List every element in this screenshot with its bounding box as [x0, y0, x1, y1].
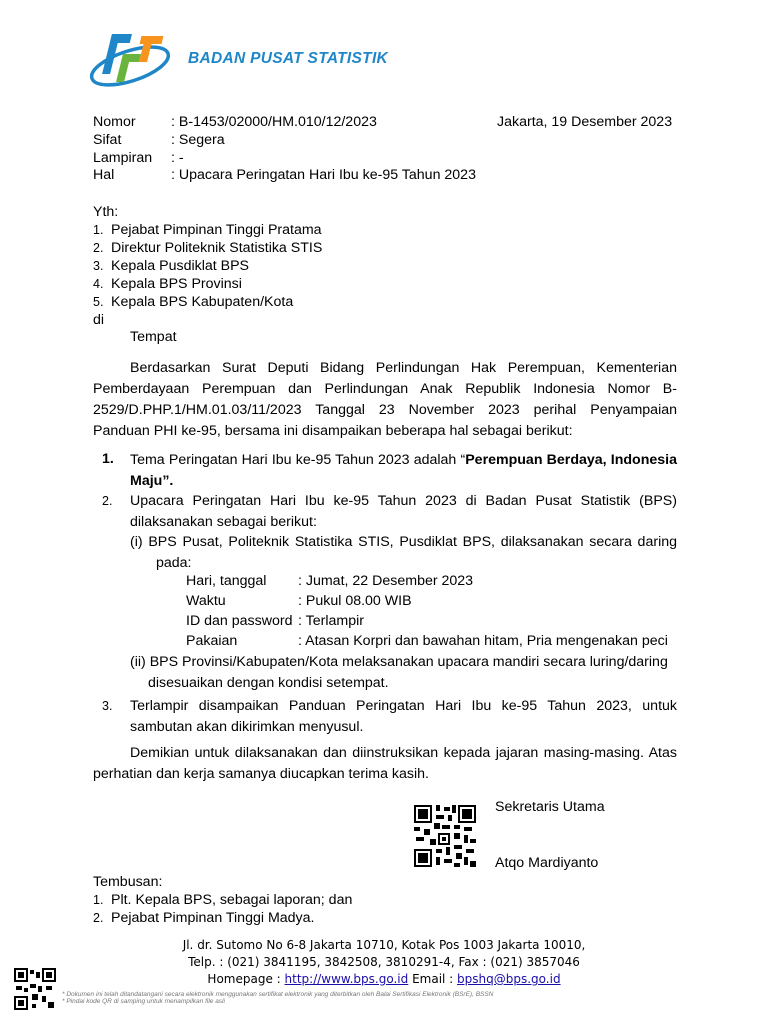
- nomor-label: Nomor: [93, 114, 136, 130]
- bps-logo: [88, 26, 178, 96]
- footer-note-esign: * Dokumen ini telah ditandatangani secara elektronik menggunakan sertifikat elektronik yang diterbitkan oleh Balai Sertifikasi Elektronik (BSrE), BSSN: [62, 991, 494, 998]
- footer-address: Jl. dr. Sutomo No 6-8 Jakarta 10710, Kotak Pos 1003 Jakarta 10010,: [182, 938, 586, 952]
- meta-hal: [93, 167, 476, 183]
- item1-number: 1.: [102, 451, 114, 467]
- qr-code-icon: [412, 803, 478, 869]
- verification-qr-code: [14, 968, 56, 1014]
- signature-title: Sekretaris Utama: [495, 799, 605, 815]
- sub-item-ii: (ii) BPS Provinsi/Kabupaten/Kota melaksanakan upacara mandiri secara luring/daring disesuaikan dengan kondisi setempat.: [130, 654, 668, 691]
- signature-name: Atqo Mardiyanto: [495, 855, 599, 871]
- detail-row: ID dan password : Terlampir: [186, 613, 364, 629]
- lampiran-value: : -: [171, 150, 184, 166]
- list-item: 4. Kepala BPS Provinsi: [93, 276, 242, 292]
- item2-number: 2.: [102, 494, 113, 508]
- meta-nomor: [93, 114, 377, 130]
- item1-text: Tema Peringatan Hari Ibu ke-95 Tahun 2023 adalah “Perempuan Berdaya, Indonesia Maju”.: [130, 452, 677, 489]
- list-item: 2. Pejabat Pimpinan Tinggi Madya.: [93, 910, 315, 926]
- sifat-label: Sifat: [93, 132, 122, 148]
- tembusan-label: Tembusan:: [93, 874, 163, 890]
- homepage-link[interactable]: http://www.bps.go.id: [284, 972, 409, 986]
- footer-note-qr: * Pindai kode QR di samping untuk menampilkan file asli: [62, 998, 225, 1005]
- qr-code-icon: [14, 968, 56, 1010]
- meta-lampiran: [93, 150, 184, 166]
- detail-row: Pakaian : Atasan Korpri dan bawahan hitam, Pria mengenakan peci: [186, 633, 668, 649]
- sifat-value: : Segera: [171, 132, 225, 148]
- signature-qr-code: [412, 803, 478, 873]
- tempat-label: Tempat: [130, 329, 177, 345]
- tembusan-list: [93, 892, 352, 928]
- org-name: BADAN PUSAT STATISTIK: [188, 50, 389, 67]
- footer-contacts: Homepage : http://www.bps.go.id Email : bpshq@bps.go.id: [207, 972, 561, 986]
- detail-row: Hari, tanggal : Jumat, 22 Desember 2023: [186, 573, 474, 589]
- email-link[interactable]: bpshq@bps.go.id: [457, 972, 561, 986]
- theme-bold: Perempuan Berdaya, Indonesia Maju”.: [130, 452, 677, 489]
- closing-paragraph: Demikian untuk dilaksanakan dan diinstruksikan kepada jajaran masing-masing. Atas perhatian dan kerja samanya diucapkan terima kasih.: [93, 745, 677, 782]
- di-label: di: [93, 312, 105, 328]
- bps-logo-icon: [88, 26, 178, 96]
- footer-phone: Telp. : (021) 3841195, 3842508, 3810291-4, Fax : (021) 3857046: [188, 955, 580, 969]
- item3-number: 3.: [102, 699, 113, 713]
- lampiran-label: Lampiran: [93, 150, 153, 166]
- nomor-value: : B-1453/02000/HM.010/12/2023: [171, 114, 377, 130]
- list-item: 5. Kepala BPS Kabupaten/Kota: [93, 294, 294, 310]
- yth-label: Yth:: [93, 204, 119, 220]
- meta-sifat: [93, 132, 225, 148]
- item2-text: Upacara Peringatan Hari Ibu ke-95 Tahun 2023 di Badan Pusat Statistik (BPS) dilaksanakan sebagai berikut:: [130, 493, 677, 530]
- list-item: 1. Pejabat Pimpinan Tinggi Pratama: [93, 222, 322, 238]
- hal-label: Hal: [93, 167, 115, 183]
- list-item: 1. Plt. Kepala BPS, sebagai laporan; dan: [93, 892, 353, 908]
- place-date: Jakarta, 19 Desember 2023: [497, 114, 673, 130]
- item3-text: Terlampir disampaikan Panduan Peringatan Hari Ibu ke-95 Tahun 2023, untuk sambutan akan dikirimkan menyusul.: [130, 698, 677, 735]
- hal-value: : Upacara Peringatan Hari Ibu ke-95 Tahun 2023: [171, 167, 476, 183]
- list-item: 3. Kepala Pusdiklat BPS: [93, 258, 250, 274]
- intro-paragraph: Berdasarkan Surat Deputi Bidang Perlindungan Hak Perempuan, Kementerian Pemberdayaan Perempuan dan Perlindungan Anak Republik Indonesia Nomor B-2529/D.PHP.1/HM.01.03/11/2023 Tanggal 23 November 2023 perihal Penyampaian Panduan PHI ke-95, bersama ini disampaikan beberapa hal sebagai berikut:: [93, 360, 677, 439]
- sub-item-i: (i) BPS Pusat, Politeknik Statistika STIS, Pusdiklat BPS, dilaksanakan secara daring pada:: [130, 534, 677, 571]
- detail-row: Waktu : Pukul 08.00 WIB: [186, 593, 412, 609]
- recipient-list: [93, 222, 322, 312]
- list-item: 2. Direktur Politeknik Statistika STIS: [93, 240, 323, 256]
